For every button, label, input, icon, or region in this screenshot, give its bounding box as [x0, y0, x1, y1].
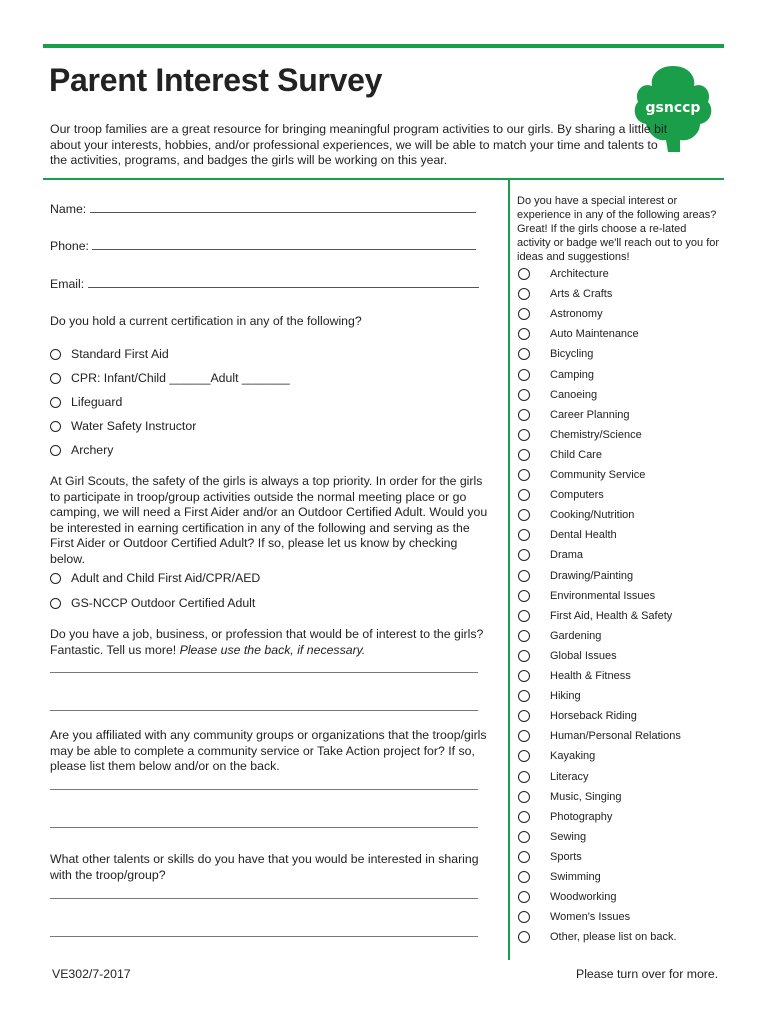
radio-circle-icon[interactable]	[50, 573, 61, 584]
radio-circle-icon[interactable]	[518, 630, 530, 642]
name-field[interactable]	[50, 202, 476, 216]
radio-circle-icon[interactable]	[518, 489, 530, 501]
radio-circle-icon[interactable]	[518, 429, 530, 441]
radio-circle-icon[interactable]	[518, 469, 530, 481]
intro-paragraph: Our troop families are a great resource for bringing meaningful program activities to our girls. By sharing a little bit about your interests, hobbies, and/or professional experiences, we will be able to match your time and talents to the activities, programs, and badges the girls will be working on this year.	[50, 122, 668, 167]
radio-circle-icon[interactable]	[518, 308, 530, 320]
interest-option[interactable]: Drama	[518, 549, 583, 561]
radio-circle-icon[interactable]	[518, 369, 530, 381]
svg-text:gsnccp: gsnccp	[645, 100, 701, 116]
radio-circle-icon[interactable]	[518, 348, 530, 360]
cert-option[interactable]: Lifeguard	[50, 395, 122, 409]
radio-circle-icon[interactable]	[50, 373, 61, 384]
radio-circle-icon[interactable]	[518, 288, 530, 300]
name-input-line[interactable]	[90, 202, 476, 213]
interest-option[interactable]: Swimming	[518, 871, 601, 883]
interest-option[interactable]: Environmental Issues	[518, 590, 655, 602]
interest-option[interactable]: Drawing/Painting	[518, 570, 633, 582]
interest-option[interactable]: Architecture	[518, 268, 609, 280]
radio-circle-icon[interactable]	[518, 409, 530, 421]
radio-circle-icon[interactable]	[518, 268, 530, 280]
phone-input-line[interactable]	[92, 239, 476, 250]
top-accent-bar	[43, 44, 724, 48]
interest-option[interactable]: Canoeing	[518, 389, 597, 401]
interest-option[interactable]: Music, Singing	[518, 791, 622, 803]
name-label: Name:	[50, 202, 87, 216]
turn-over-note: Please turn over for more.	[576, 967, 719, 981]
interest-option[interactable]: Global Issues	[518, 650, 617, 662]
radio-circle-icon[interactable]	[50, 397, 61, 408]
radio-circle-icon[interactable]	[518, 389, 530, 401]
radio-circle-icon[interactable]	[518, 871, 530, 883]
interest-option[interactable]: Astronomy	[518, 308, 603, 320]
radio-circle-icon[interactable]	[518, 891, 530, 903]
interest-option[interactable]: Dental Health	[518, 529, 617, 541]
interest-option[interactable]: Health & Fitness	[518, 670, 631, 682]
talents-answer-line[interactable]	[50, 898, 478, 899]
cert-option[interactable]: Standard First Aid	[50, 347, 169, 361]
interest-option[interactable]: Literacy	[518, 771, 589, 783]
radio-circle-icon[interactable]	[518, 771, 530, 783]
community-answer-line[interactable]	[50, 827, 478, 828]
radio-circle-icon[interactable]	[518, 791, 530, 803]
radio-circle-icon[interactable]	[518, 670, 530, 682]
radio-circle-icon[interactable]	[50, 349, 61, 360]
community-question: Are you affiliated with any community groups or organizations that the troop/girls may be able to complete a community service or Take Action project for? If so, please list them below and/or on the back.	[50, 728, 487, 773]
radio-circle-icon[interactable]	[50, 445, 61, 456]
safety-paragraph: At Girl Scouts, the safety of the girls is always a top priority. In order for the girls to participate in troop/group activities outside the normal meeting place or go camping, we will need a First Aider and/or an Outdoor Certified Adult. Would you be interested in earning certification in any of the following and serving as the First Aider or Outdoor Certified Adult? If so, please let us know by checking below.	[50, 474, 488, 566]
interest-option[interactable]: Chemistry/Science	[518, 429, 642, 441]
email-input-line[interactable]	[88, 277, 479, 288]
radio-circle-icon[interactable]	[518, 610, 530, 622]
email-label: Email:	[50, 277, 85, 291]
section-divider	[43, 178, 724, 180]
interest-option[interactable]: First Aid, Health & Safety	[518, 610, 672, 622]
form-code: VE302/7-2017	[52, 967, 131, 981]
interest-option[interactable]: Gardening	[518, 630, 601, 642]
interest-option[interactable]: Women's Issues	[518, 911, 630, 923]
radio-circle-icon[interactable]	[518, 590, 530, 602]
job-answer-line[interactable]	[50, 672, 478, 673]
interest-option[interactable]: Photography	[518, 811, 612, 823]
interest-option[interactable]: Camping	[518, 369, 594, 381]
interest-option[interactable]: Arts & Crafts	[518, 288, 612, 300]
interest-option[interactable]: Hiking	[518, 690, 581, 702]
interest-option[interactable]: Bicycling	[518, 348, 593, 360]
job-answer-line[interactable]	[50, 710, 478, 711]
radio-circle-icon[interactable]	[518, 851, 530, 863]
interest-option[interactable]: Child Care	[518, 449, 602, 461]
radio-circle-icon[interactable]	[518, 911, 530, 923]
job-question: Do you have a job, business, or profession that would be of interest to the girls? Fantastic. Tell us more! Please use the back, if necessary.	[50, 627, 484, 657]
interest-option[interactable]: Other, please list on back.	[518, 931, 677, 943]
radio-circle-icon[interactable]	[518, 549, 530, 561]
cert-option[interactable]: Water Safety Instructor	[50, 419, 196, 433]
radio-circle-icon[interactable]	[50, 421, 61, 432]
interest-option[interactable]: Community Service	[518, 469, 645, 481]
column-divider	[508, 180, 510, 960]
community-answer-line[interactable]	[50, 789, 478, 790]
radio-circle-icon[interactable]	[518, 831, 530, 843]
radio-circle-icon[interactable]	[518, 710, 530, 722]
radio-circle-icon[interactable]	[50, 598, 61, 609]
interest-option[interactable]: Computers	[518, 489, 604, 501]
interest-option[interactable]: Career Planning	[518, 409, 630, 421]
interest-option[interactable]: Horseback Riding	[518, 710, 637, 722]
radio-circle-icon[interactable]	[518, 750, 530, 762]
radio-circle-icon[interactable]	[518, 509, 530, 521]
radio-circle-icon[interactable]	[518, 449, 530, 461]
radio-circle-icon[interactable]	[518, 570, 530, 582]
email-field[interactable]	[50, 277, 479, 291]
talents-question: What other talents or skills do you have that you would be interested in sharing with the troop/group?	[50, 852, 479, 882]
radio-circle-icon[interactable]	[518, 529, 530, 541]
interest-option[interactable]: Cooking/Nutrition	[518, 509, 634, 521]
radio-circle-icon[interactable]	[518, 730, 530, 742]
radio-circle-icon[interactable]	[518, 328, 530, 340]
interests-question: Do you have a special interest or experience in any of the following areas? Great! If the girls choose a re-lated activity or badge we'll reach out to you for ideas and suggestions!	[517, 195, 720, 263]
cert-option[interactable]: CPR: Infant/Child ______Adult _______	[50, 371, 290, 385]
radio-circle-icon[interactable]	[518, 931, 530, 943]
interest-option[interactable]: Woodworking	[518, 891, 616, 903]
interest-option[interactable]: Auto Maintenance	[518, 328, 639, 340]
talents-answer-line[interactable]	[50, 936, 478, 937]
cert-option[interactable]: Archery	[50, 443, 113, 457]
interest-option[interactable]: Kayaking	[518, 750, 595, 762]
radio-circle-icon[interactable]	[518, 811, 530, 823]
interest-option[interactable]: Sewing	[518, 831, 586, 843]
radio-circle-icon[interactable]	[518, 650, 530, 662]
certification-question: Do you hold a current certification in any of the following?	[50, 314, 362, 328]
radio-circle-icon[interactable]	[518, 690, 530, 702]
interest-option[interactable]: Sports	[518, 851, 582, 863]
safety-option[interactable]: GS-NCCP Outdoor Certified Adult	[50, 596, 255, 610]
phone-label: Phone:	[50, 239, 89, 253]
interest-option[interactable]: Human/Personal Relations	[518, 730, 681, 742]
page-title: Parent Interest Survey	[49, 62, 383, 98]
phone-field[interactable]	[50, 239, 476, 253]
safety-option[interactable]: Adult and Child First Aid/CPR/AED	[50, 571, 260, 585]
